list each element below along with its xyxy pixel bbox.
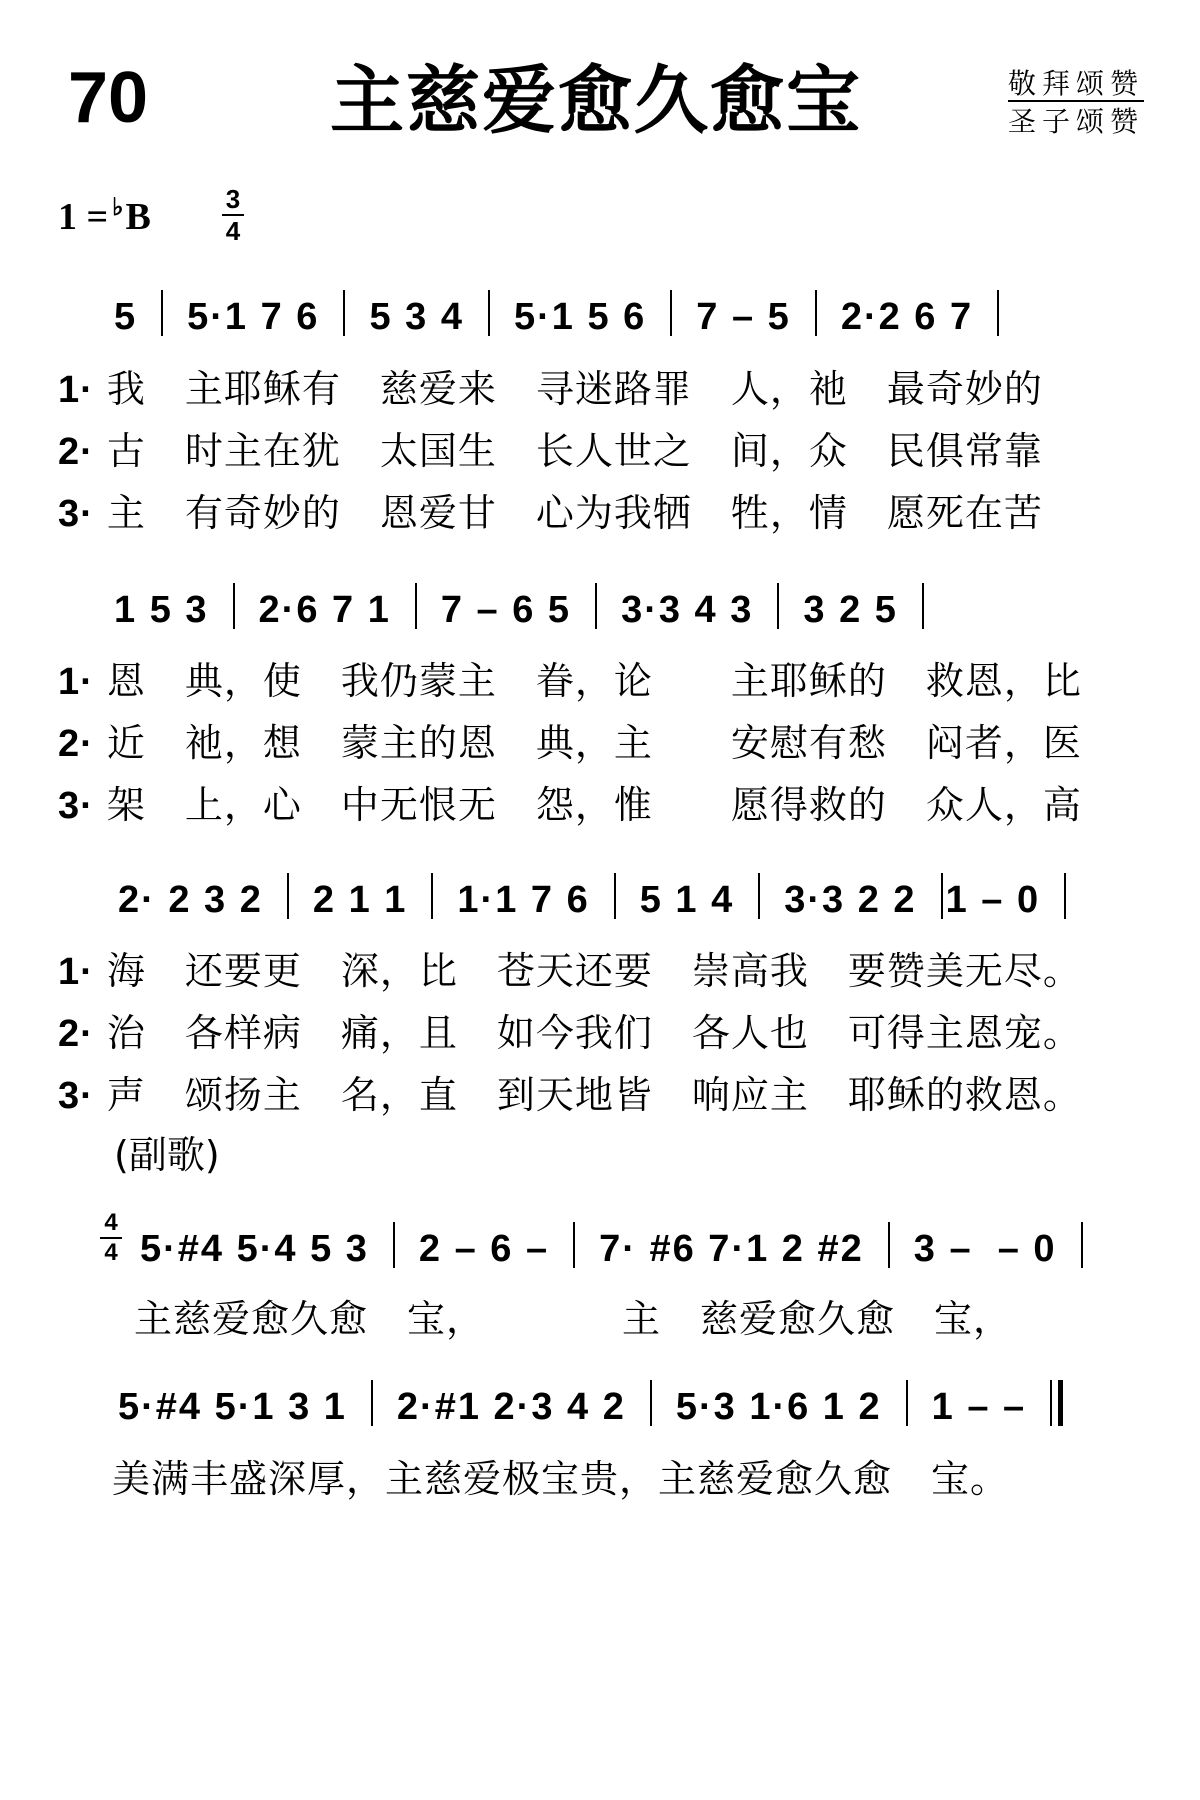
chorus-system-2 [118, 1380, 1063, 1426]
barline [161, 290, 163, 336]
measure: 1 – 0 [945, 879, 1041, 921]
music-system-2 [114, 583, 948, 629]
barline [941, 873, 943, 919]
lyric-text: 架 上，心 中无恨无 怨，惟 愿得救的 众人，高 [106, 783, 1082, 827]
barline [488, 290, 490, 336]
barline [287, 873, 289, 919]
measure: 7· #6 7·1 2 #2 [599, 1228, 864, 1270]
chorus-lyric-2: 美满丰盛深厚，主慈爱极宝贵，主慈爱愈久愈 宝。 [112, 1457, 1010, 1501]
measure: 5 [114, 296, 138, 338]
flat-sign: ♭ [112, 195, 124, 221]
verse-number: 3· [58, 1075, 94, 1117]
final-barline-thin [1050, 1380, 1052, 1426]
measure: 7 – 6 5 [440, 589, 572, 631]
lyric-text: 古 时主在犹 太国生 长人世之 间，众 民俱常靠 [106, 429, 1043, 473]
measure: 2·2 6 7 [840, 296, 974, 338]
barline [595, 583, 597, 629]
verse-number: 2· [58, 1013, 94, 1055]
barline [758, 873, 760, 919]
barline [815, 290, 817, 336]
measure: 3 – – 0 [913, 1228, 1057, 1270]
verse-number: 3· [58, 493, 94, 535]
measure: 3 2 5 [803, 589, 898, 631]
measure: 3·3 4 3 [621, 589, 754, 631]
time-denominator: 4 [225, 216, 241, 246]
verse-number: 1· [58, 661, 94, 703]
barline [343, 290, 345, 336]
lyric-verse-1 [58, 367, 1043, 411]
measure: 1·1 7 6 [457, 879, 590, 921]
verse-number: 1· [58, 369, 94, 411]
final-barline-thick [1058, 1380, 1063, 1426]
verse-number: 3· [58, 785, 94, 827]
measure: 1 – – [931, 1386, 1027, 1428]
lyric-text: 主 有奇妙的 恩爱甘 心为我牺 牲，情 愿死在苦 [106, 491, 1043, 535]
barline [670, 290, 672, 336]
chorus-label: (副歌) [114, 1133, 220, 1177]
measure: 2·#1 2·3 4 2 [396, 1386, 626, 1428]
lyric-verse-1 [58, 659, 1082, 703]
measure: 5·3 1·6 1 2 [675, 1386, 882, 1428]
lyric-verse-3 [58, 783, 1082, 827]
lyric-verse-3 [58, 491, 1043, 535]
measure: 2 1 1 [312, 879, 408, 921]
barline [997, 290, 999, 336]
lyric-text: 我 主耶稣有 慈爱来 寻迷路罪 人，祂 最奇妙的 [106, 367, 1043, 411]
measure: 2· 2 3 2 [118, 879, 263, 921]
lyric-text: 治 各样病 痛，且 如今我们 各人也 可得主恩宠。 [106, 1011, 1082, 1055]
lyric-text: 声 颂扬主 名，直 到天地皆 响应主 耶稣的救恩。 [106, 1073, 1082, 1117]
hymn-subcategory: 圣子颂赞 [1007, 105, 1144, 138]
measure: 2 – 6 – [418, 1228, 550, 1270]
time-signature-chorus [100, 1211, 122, 1265]
hymn-title: 主慈爱愈久愈宝 [330, 58, 862, 144]
measure: 5·#4 5·1 3 1 [118, 1386, 347, 1428]
measure: 5·1 5 6 [513, 296, 647, 338]
barline [371, 1380, 373, 1426]
key-note: B [125, 196, 151, 238]
time-signature-verse [222, 186, 244, 244]
measure: 1 5 3 [114, 589, 209, 631]
measure: 7 – 5 [696, 296, 791, 338]
key-signature [58, 196, 151, 236]
barline [233, 583, 235, 629]
lyric-verse-1 [58, 949, 1082, 993]
measure: 5·1 7 6 [187, 296, 320, 338]
barline [1064, 873, 1066, 919]
barline [777, 583, 779, 629]
lyric-verse-2 [58, 429, 1043, 473]
key-prefix: 1 = [58, 196, 109, 238]
measure: 5 1 4 [639, 879, 735, 921]
chorus-system-1 [140, 1222, 1107, 1268]
music-system-3 [118, 873, 1090, 919]
barline [650, 1380, 652, 1426]
measure: 5 3 4 [369, 296, 464, 338]
lyric-text: 近 祂，想 蒙主的恩 典，主 安慰有愁 闷者，医 [106, 721, 1082, 765]
barline [888, 1222, 890, 1268]
barline [573, 1222, 575, 1268]
verse-number: 2· [58, 723, 94, 765]
verse-number: 2· [58, 431, 94, 473]
barline [1081, 1222, 1083, 1268]
lyric-text: 海 还要更 深，比 苍天还要 崇高我 要赞美无尽。 [106, 949, 1082, 993]
music-system-1 [114, 290, 1023, 336]
hymn-number: 70 [68, 58, 149, 138]
hymn-category: 敬拜颂赞 [1007, 67, 1144, 100]
chorus-lyric-1: 主慈爱愈久愈 宝， 主 慈爱愈久愈 宝， [134, 1297, 1013, 1341]
barline [922, 583, 924, 629]
verse-number: 1· [58, 951, 94, 993]
barline [614, 873, 616, 919]
barline [393, 1222, 395, 1268]
lyric-verse-3 [58, 1073, 1082, 1117]
measure: 2·6 7 1 [258, 589, 391, 631]
measure: 3·3 2 2 [784, 879, 917, 921]
lyric-verse-2 [58, 1011, 1082, 1055]
time-numerator: 4 [104, 1209, 118, 1236]
time-denominator: 4 [104, 1239, 118, 1266]
barline [415, 583, 417, 629]
time-numerator: 3 [225, 184, 241, 214]
lyric-text: 恩 典，使 我仍蒙主 眷，论 主耶稣的 救恩，比 [106, 659, 1082, 703]
lyric-verse-2 [58, 721, 1082, 765]
measure: 5·#4 5·4 5 3 [140, 1228, 369, 1270]
barline [431, 873, 433, 919]
barline [906, 1380, 908, 1426]
